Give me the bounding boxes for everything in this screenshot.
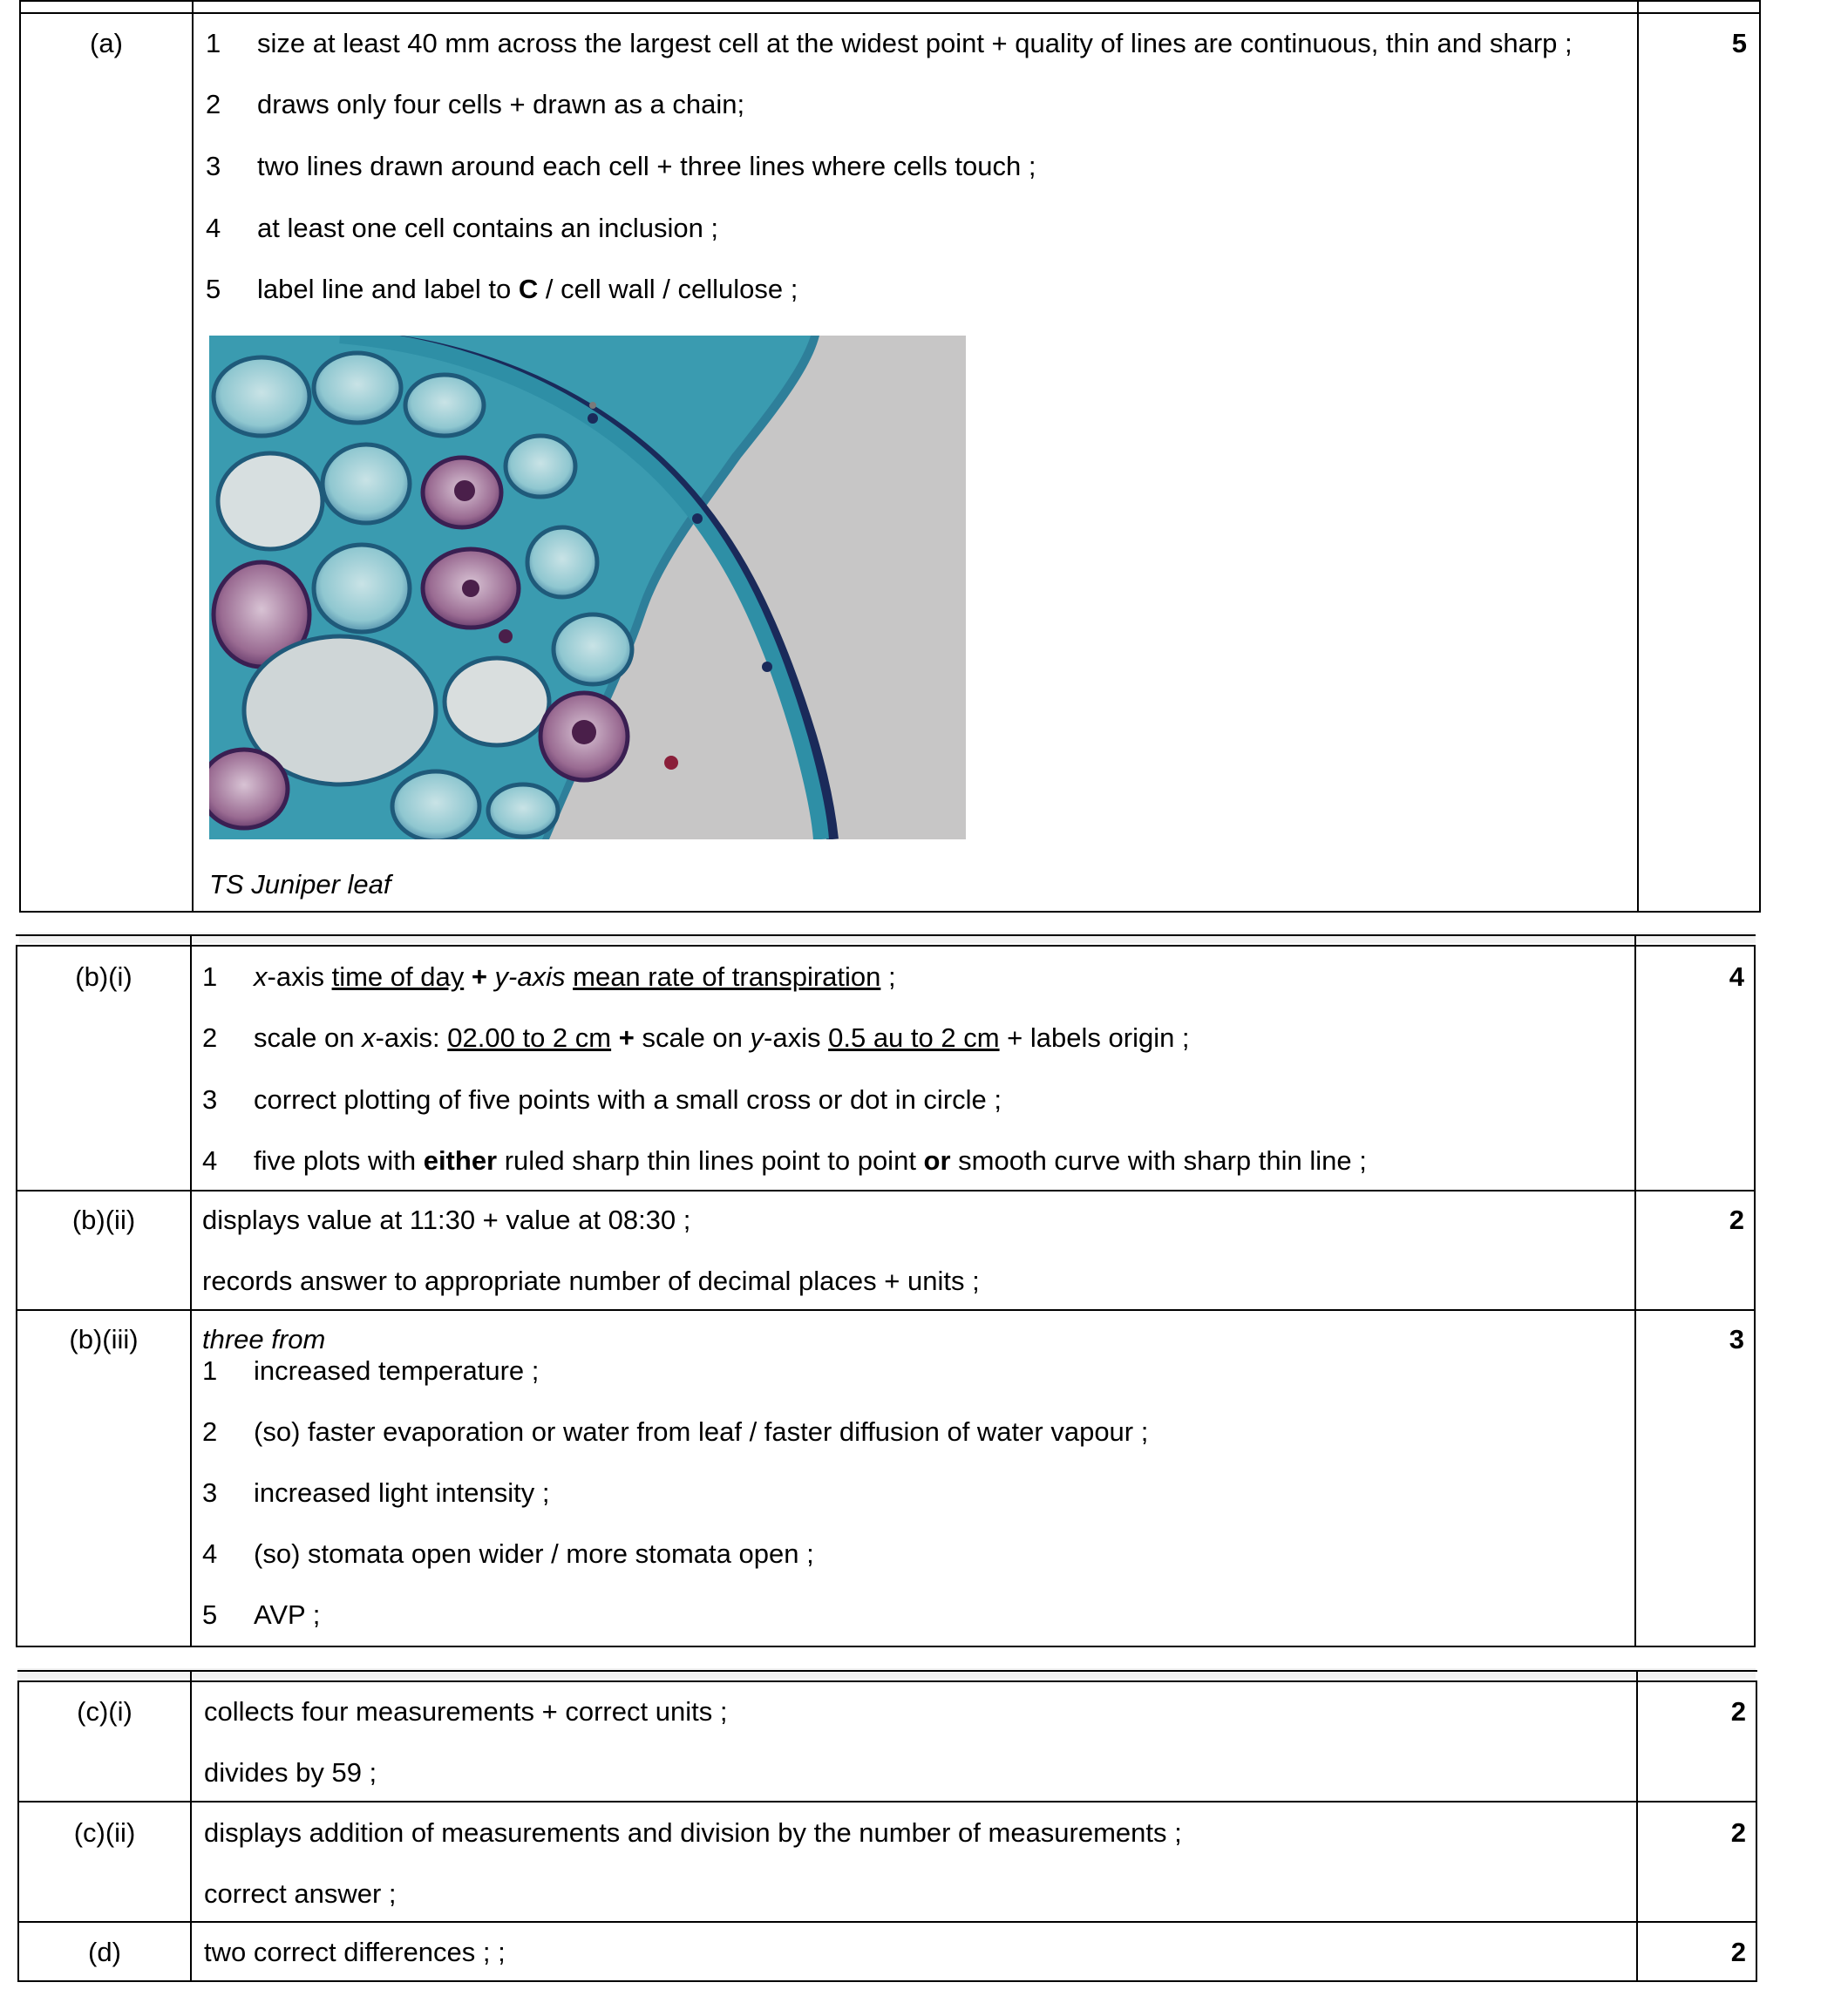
point-text: (so) stomata open wider / more stomata open ; [254, 1538, 814, 1569]
mark-value: 5 [1731, 28, 1747, 58]
point-text: label line and label to C / cell wall / cellulose ; [257, 274, 798, 304]
point-number: 1 [206, 28, 221, 58]
answer-line: collects four measurements + correct units ; [204, 1696, 728, 1727]
point-number: 2 [202, 1416, 218, 1447]
point-text: (so) faster evaporation or water from leaf / faster diffusion of water vapour ; [254, 1416, 1149, 1447]
point-number: 3 [202, 1477, 218, 1508]
juniper-leaf-micrograph [209, 336, 966, 839]
point-text: AVP ; [254, 1599, 321, 1630]
point-number: 2 [206, 89, 221, 119]
point-number: 4 [202, 1145, 218, 1176]
point-text: two lines drawn around each cell + three lines where cells touch ; [257, 151, 1036, 181]
answer-line: divides by 59 ; [204, 1757, 377, 1788]
point-text: size at least 40 mm across the largest cell at the widest point + quality of lines are continuous, thin and sharp ; [257, 28, 1573, 58]
mark-value: 4 [1729, 961, 1744, 992]
mark-value: 2 [1730, 1817, 1746, 1848]
answer-line: records answer to appropriate number of decimal places + units ; [202, 1266, 980, 1296]
point-text: at least one cell contains an inclusion ; [257, 213, 719, 243]
question-number: (c)(i) [77, 1696, 132, 1727]
point-text: correct plotting of five points with a small cross or dot in circle ; [254, 1084, 1002, 1115]
point-number: 4 [202, 1538, 218, 1569]
point-number: 4 [206, 213, 221, 243]
answer-line: correct answer ; [204, 1878, 397, 1909]
point-text: five plots with either ruled sharp thin lines point to point or smooth curve with sharp thin line ; [254, 1145, 1367, 1176]
question-number: (b)(iii) [69, 1324, 139, 1354]
question-number: (b)(ii) [71, 1205, 136, 1235]
question-number: (c)(ii) [73, 1817, 136, 1848]
mark-value: 2 [1729, 1205, 1744, 1235]
image-caption: TS Juniper leaf [209, 869, 391, 900]
point-number: 1 [202, 961, 218, 992]
answer-line: displays addition of measurements and division by the number of measurements ; [204, 1817, 1182, 1848]
question-number: (a) [90, 28, 123, 58]
point-number: 5 [206, 274, 221, 304]
point-number: 3 [206, 151, 221, 181]
point-number: 5 [202, 1599, 218, 1630]
answer-line: displays value at 11:30 + value at 08:30 ; [202, 1205, 691, 1235]
answer-line: two correct differences ; ; [204, 1937, 506, 1967]
point-text: scale on x-axis: 02.00 to 2 cm + scale on y-axis 0.5 au to 2 cm + labels origin ; [254, 1022, 1190, 1053]
question-number: (d) [88, 1937, 121, 1967]
intro-text: three from [202, 1324, 326, 1354]
mark-value: 2 [1730, 1937, 1746, 1967]
point-text: draws only four cells + drawn as a chain; [257, 89, 745, 119]
mark-value: 2 [1730, 1696, 1746, 1727]
point-text: increased temperature ; [254, 1355, 540, 1386]
point-text: x-axis time of day + y-axis mean rate of transpiration ; [254, 961, 896, 992]
question-number: (b)(i) [75, 961, 132, 992]
point-number: 2 [202, 1022, 218, 1053]
point-number: 1 [202, 1355, 218, 1386]
point-text: increased light intensity ; [254, 1477, 550, 1508]
point-number: 3 [202, 1084, 218, 1115]
mark-value: 3 [1729, 1324, 1744, 1354]
